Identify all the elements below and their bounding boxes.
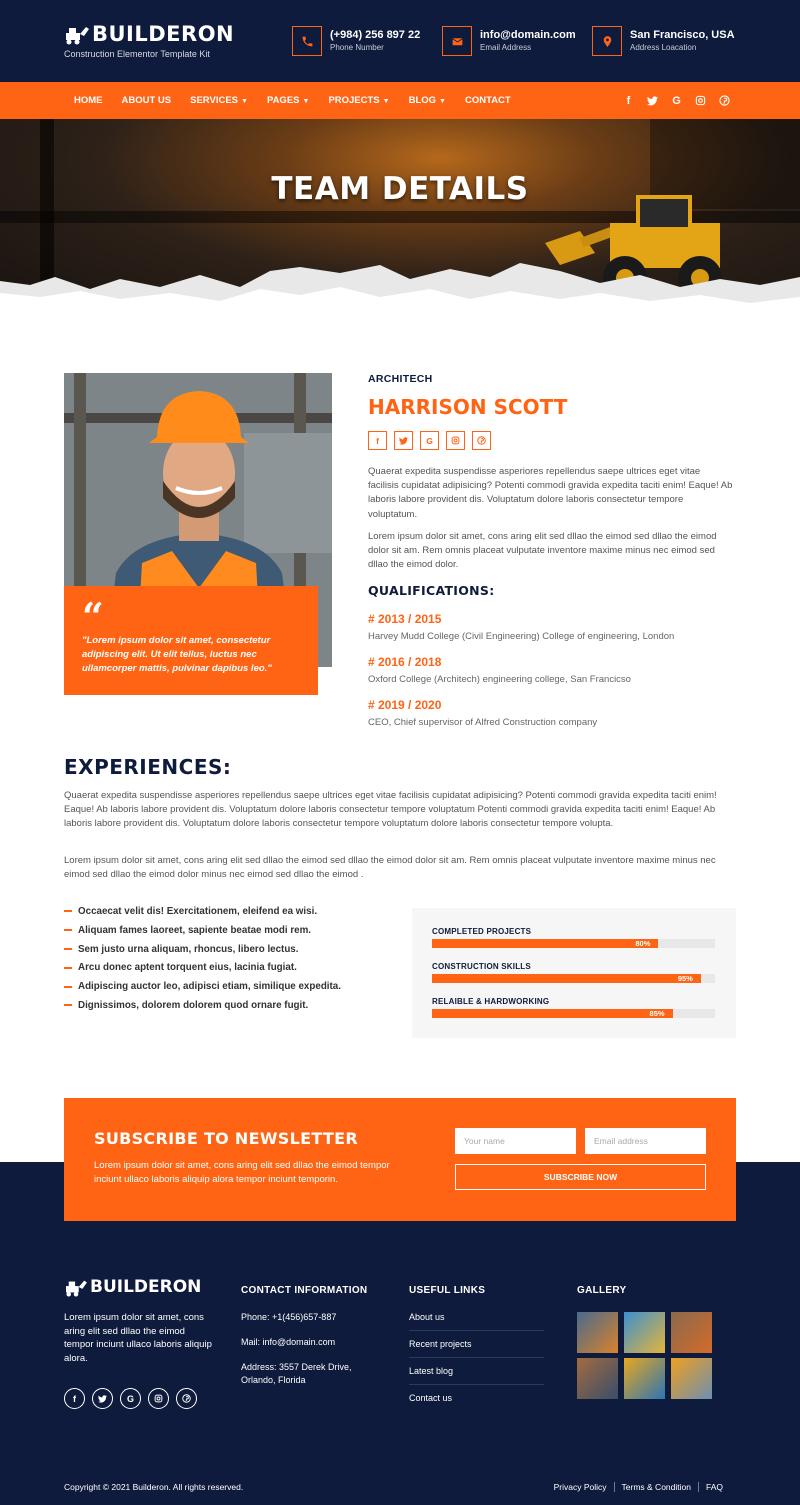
member-social <box>368 431 498 450</box>
skill-bar <box>432 962 715 983</box>
newsletter-box <box>64 1098 736 1221</box>
nav-contact[interactable] <box>465 95 511 106</box>
header-phone-label: Phone Number <box>330 43 384 52</box>
nav-projects[interactable] <box>328 95 389 106</box>
list-item <box>64 962 341 981</box>
header-location-value: San Francisco, USA <box>630 29 735 41</box>
excavator-icon <box>64 1277 88 1297</box>
gallery-thumbnail[interactable] <box>671 1358 712 1399</box>
nav-pages[interactable] <box>267 95 310 106</box>
facebook-icon[interactable]: f <box>626 94 631 107</box>
torn-paper-edge <box>0 249 800 314</box>
terms-link[interactable]: Terms & Condition <box>614 1482 698 1492</box>
footer-social <box>64 1388 204 1409</box>
skill-label: CONSTRUCTION SKILLS <box>432 962 531 971</box>
nav-home[interactable] <box>74 95 103 106</box>
excavator-icon <box>64 23 90 45</box>
pinterest-icon[interactable] <box>472 431 491 450</box>
gallery-heading: GALLERY <box>577 1285 627 1296</box>
gallery-thumbnail[interactable] <box>624 1312 665 1353</box>
qualification-desc: CEO, Chief supervisor of Alfred Construction company <box>368 717 598 728</box>
links-heading: USEFUL LINKS <box>409 1285 486 1296</box>
google-icon[interactable]: G <box>420 431 439 450</box>
nav-services-label: SERVICES <box>190 95 238 106</box>
nav-home-label: HOME <box>74 95 103 106</box>
qualification-desc: Oxford College (Architech) engineering college, San Francicso <box>368 674 631 685</box>
list-item <box>64 944 341 963</box>
list-item-text: Occaecat velit dis! Exercitationem, eleifend ea wisi. <box>78 906 318 917</box>
experiences-paragraph-2: Lorem ipsum dolor sit amet, cons aring elit sed dllao the eimod sed dllao the eimod dolor sit am. Rem omnis placeat vulputate inventore maxime minus nec eimod sed dllao the eimod dolor minus nec eimod sed dllao the eimod . <box>64 855 716 881</box>
footer-logo[interactable] <box>64 1277 201 1297</box>
qualification-years: # 2019 / 2020 <box>368 698 442 712</box>
footer-about: Lorem ipsum dolor sit amet, cons aring elit sed dllao the eimod tempor inciunt ullaco laboris aliquip alora. <box>64 1312 212 1364</box>
experiences-heading: EXPERIENCES: <box>64 755 232 779</box>
footer-link-contact[interactable]: Contact us <box>409 1393 453 1403</box>
quote-text: "Lorem ipsum dolor sit amet, consectetur adipiscing elit. Ut elit tellus, luctus nec ullamcorper mattis, pulvinar dapibus leo." <box>82 635 272 674</box>
footer-phone[interactable]: Phone: +1(456)657-887 <box>241 1312 337 1322</box>
member-bio-2: Lorem ipsum dolor sit amet, cons aring elit sed dllao the eimod sed dllao the eimod dolor sit am. Rem omnis placeat vulputate inventore maxime minus nec eimod sed dllao the eimod dolor. <box>368 531 717 571</box>
pinterest-icon[interactable] <box>176 1388 197 1409</box>
qualification-desc: Harvey Mudd College (Civil Engineering) College of engineering, London <box>368 631 675 642</box>
experience-list <box>64 906 341 1019</box>
facebook-icon[interactable]: f <box>64 1388 85 1409</box>
dash-icon <box>64 986 72 988</box>
location-icon <box>592 26 622 56</box>
hero-banner <box>0 119 800 314</box>
twitter-icon[interactable] <box>394 431 413 450</box>
footer-brand-name: BUILDERON <box>90 1277 202 1297</box>
member-role: ARCHITECH <box>368 373 433 385</box>
nav-about-label: ABOUT US <box>121 95 172 106</box>
nav-social <box>612 93 732 108</box>
qualifications-heading: QUALIFICATIONS: <box>368 583 495 598</box>
footer-mail[interactable]: Mail: info@domain.com <box>241 1337 336 1347</box>
header-phone-value: (+984) 256 897 22 <box>330 29 421 41</box>
pinterest-icon[interactable] <box>717 93 732 108</box>
qualification-years: # 2013 / 2015 <box>368 612 442 626</box>
instagram-icon[interactable] <box>693 93 708 108</box>
twitter-icon[interactable] <box>92 1388 113 1409</box>
member-name: HARRISON SCOTT <box>368 395 568 419</box>
list-item-text: Aliquam fames laoreet, sapiente beatae modi rem. <box>78 924 312 936</box>
chevron-down-icon: ▼ <box>439 98 446 105</box>
list-item-text: Adipiscing auctor leo, adipisci etiam, similique expedita. <box>78 981 341 993</box>
nav-pages-label: PAGES <box>266 95 300 106</box>
nav-projects-label: PROJECTS <box>328 95 380 106</box>
email-icon <box>442 26 472 56</box>
legal-links <box>547 1482 730 1492</box>
quote-icon: “ <box>82 594 104 639</box>
list-item <box>64 981 341 1000</box>
nav-contact-label: CONTACT <box>464 95 511 106</box>
dash-icon <box>64 929 72 931</box>
brand-name: BUILDERON <box>92 22 235 46</box>
name-input[interactable]: Your name <box>455 1128 576 1154</box>
instagram-icon[interactable] <box>148 1388 169 1409</box>
newsletter-title: SUBSCRIBE TO NEWSLETTER <box>94 1129 358 1148</box>
nav-services[interactable] <box>190 95 248 106</box>
nav-about[interactable] <box>122 95 172 106</box>
chevron-down-icon: ▼ <box>241 98 248 105</box>
footer-link-projects[interactable]: Recent projects <box>409 1339 544 1358</box>
header-email-value: info@domain.com <box>480 29 576 41</box>
privacy-policy-link[interactable]: Privacy Policy <box>553 1482 607 1492</box>
progress-track <box>432 974 715 983</box>
header-location-label: Address Loacation <box>630 43 697 52</box>
header-email-label: Email Address <box>480 43 532 52</box>
progress-track <box>432 1009 715 1018</box>
progress-fill <box>432 1009 673 1018</box>
brand-logo[interactable] <box>64 22 234 59</box>
list-item <box>64 1000 341 1019</box>
instagram-icon[interactable] <box>446 431 465 450</box>
nav-blog[interactable] <box>409 95 446 106</box>
subscribe-button[interactable]: SUBSCRIBE NOW <box>455 1164 706 1190</box>
member-bio-1: Quaerat expedita suspendisse asperiores repellendus saepe ultrices eget vitae facilisis cupidatat adipisicing? Potenti commodi gravida expedita taciti enim! Eaque! Ab laboris labore provident dis. Voluptatum dolore laboris consectetur tempore voluptatum. <box>368 466 733 520</box>
footer-address: Address: 3557 Derek Drive, Orlando, Florida <box>241 1362 352 1385</box>
nav-blog-label: BLOG <box>408 95 437 106</box>
footer-link-blog[interactable]: Latest blog <box>409 1366 544 1385</box>
twitter-icon[interactable] <box>645 93 660 108</box>
gallery-thumbnail[interactable] <box>577 1312 618 1353</box>
list-item <box>64 925 341 944</box>
email-input[interactable]: Email address <box>585 1128 706 1154</box>
progress-percent: 95% <box>677 974 693 983</box>
google-icon[interactable]: G <box>672 94 681 107</box>
dash-icon <box>64 948 72 950</box>
progress-fill <box>432 974 701 983</box>
facebook-icon[interactable]: f <box>368 431 387 450</box>
phone-icon <box>292 26 322 56</box>
progress-fill <box>432 939 658 948</box>
copyright: Copyright © 2021 Builderon. All rights reserved. <box>64 1482 244 1492</box>
footer-link-about[interactable]: About us <box>409 1312 544 1331</box>
skills-panel <box>412 908 736 1038</box>
contact-heading: CONTACT INFORMATION <box>241 1285 368 1296</box>
faq-link[interactable]: FAQ <box>698 1482 730 1492</box>
list-item <box>64 906 341 925</box>
dash-icon <box>64 967 72 969</box>
page-title: TEAM DETAILS <box>271 171 529 207</box>
chevron-down-icon: ▼ <box>382 98 390 105</box>
list-item-text: Arcu donec aptent torquent eius, lacinia fugiat. <box>78 962 297 974</box>
skill-label: COMPLETED PROJECTS <box>432 927 532 936</box>
skill-bar <box>432 927 715 948</box>
progress-percent: 80% <box>635 939 651 948</box>
skill-label: RELAIBLE & HARDWORKING <box>432 997 550 1006</box>
progress-track <box>432 939 715 948</box>
brand-tagline: Construction Elementor Template Kit <box>64 49 210 59</box>
chevron-down-icon: ▼ <box>302 98 310 105</box>
qualification-years: # 2016 / 2018 <box>368 655 442 669</box>
progress-percent: 85% <box>649 1009 665 1018</box>
quote-box <box>64 586 318 695</box>
gallery-thumbnail[interactable] <box>624 1358 665 1399</box>
dash-icon <box>64 910 72 912</box>
gallery-thumbnail[interactable] <box>577 1358 618 1399</box>
main-nav <box>0 82 800 119</box>
list-item-text: Dignissimos, dolorem dolorem quod ornare fugit. <box>78 999 309 1011</box>
list-item-text: Sem justo urna aliquam, rhoncus, libero lectus. <box>78 943 299 955</box>
newsletter-text: Lorem ipsum dolor sit amet, cons aring elit sed dllao the eimod tempor inciunt ullaco laboris aliquip alora tempor inciunt temporin. <box>94 1160 390 1185</box>
top-header <box>0 0 800 82</box>
experiences-paragraph-1: Quaerat expedita suspendisse asperiores repellendus saepe ultrices eget vitae facilisis cupidatat adipisicing? Potenti commodi gravida expedita taciti enim! Eaque! Ab laboris labore provident dis. Voluptatum dolore laboris consectetur tempore voluptatum Potenti commodi gravida expedita taciti enim! Eaque! Ab laboris labore provident dis. Voluptatum dolore laboris consectetur tempore voluptatum dolore laboris consectetur tempore volupta. <box>64 790 717 830</box>
gallery-thumbnail[interactable] <box>671 1312 712 1353</box>
google-icon[interactable]: G <box>120 1388 141 1409</box>
skill-bar <box>432 997 715 1018</box>
dash-icon <box>64 1004 72 1006</box>
